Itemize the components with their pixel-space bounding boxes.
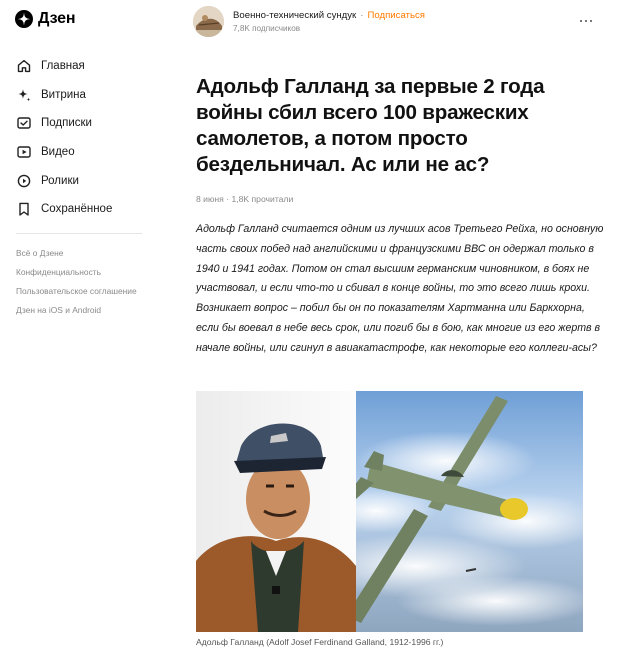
sidebar-item-showcase[interactable]: [16, 81, 176, 110]
home-icon: [16, 58, 32, 74]
subscriber-count: 7,8K подписчиков: [233, 24, 301, 33]
video-icon: [16, 144, 32, 160]
subscribe-button[interactable]: Подписаться: [367, 10, 425, 21]
sidebar-item-home[interactable]: [16, 52, 176, 81]
sidebar-item-saved[interactable]: [16, 195, 176, 224]
article-meta: 8 июня · 1,8K прочитали: [196, 194, 294, 204]
sidebar: [16, 52, 176, 321]
sidebar-item-label: Витрина: [41, 88, 86, 101]
sidebar-item-label: Подписки: [41, 117, 92, 130]
sidebar-divider: [16, 233, 142, 234]
sidebar-item-label: Главная: [41, 60, 85, 73]
article-image[interactable]: [196, 391, 583, 632]
bookmark-icon: [16, 201, 32, 217]
footer-link-about[interactable]: Всё о Дзене: [16, 247, 64, 258]
footer-link-apps[interactable]: Дзен на iOS и Android: [16, 305, 102, 316]
dzen-logo[interactable]: [15, 10, 75, 28]
article: [196, 74, 606, 359]
shorts-icon: [16, 173, 32, 189]
separator-dot: ·: [360, 10, 364, 21]
article-lead: Адольф Галланд считается одним из лучших асов Третьего Рейха, но основную часть своих побед над английскими и французскими ВВС он одержал только в 1940 и 1941 годах. Потом он стал высшим германским чиновником, в боях не участвовал, и если что-то и сбивал в конце войны, то это всего лишь крохи. Возникает вопрос – побил бы он по показателям Хартманна или Баркхорна, если бы воевал в небе весь срок, или погиб бы в бою, как многие из его жертв в начале войны, или сгинул в авиакатастрофе, как некоторые его коллеги-асы?: [196, 223, 604, 354]
more-options-icon[interactable]: [577, 14, 595, 28]
sparkle-icon: [16, 87, 32, 103]
image-caption: Адольф Галланд (Adolf Josef Ferdinand Galland, 1912-1996 гг.): [196, 637, 444, 647]
sidebar-item-shorts[interactable]: [16, 166, 176, 195]
dzen-logo-icon: [15, 10, 33, 28]
channel-name[interactable]: Военно-технический сундук: [233, 10, 357, 21]
subscriptions-icon: [16, 115, 32, 131]
logo-text: Дзен: [38, 10, 76, 27]
sidebar-item-label: Ролики: [41, 174, 79, 187]
article-title: Адольф Галланд за первые 2 года войны сбил всего 100 вражеских самолетов, а потом просто бездельничал. Ас или не ас?: [196, 75, 545, 176]
sidebar-item-subscriptions[interactable]: [16, 109, 176, 138]
channel-avatar[interactable]: [193, 6, 224, 37]
footer-link-terms[interactable]: Пользовательское соглашение: [16, 286, 137, 297]
channel-header: [193, 6, 425, 37]
sidebar-item-video[interactable]: [16, 138, 176, 167]
sidebar-item-label: Видео: [41, 146, 75, 159]
sidebar-item-label: Сохранённое: [41, 203, 113, 216]
footer-link-privacy[interactable]: Конфиденциальность: [16, 266, 101, 277]
